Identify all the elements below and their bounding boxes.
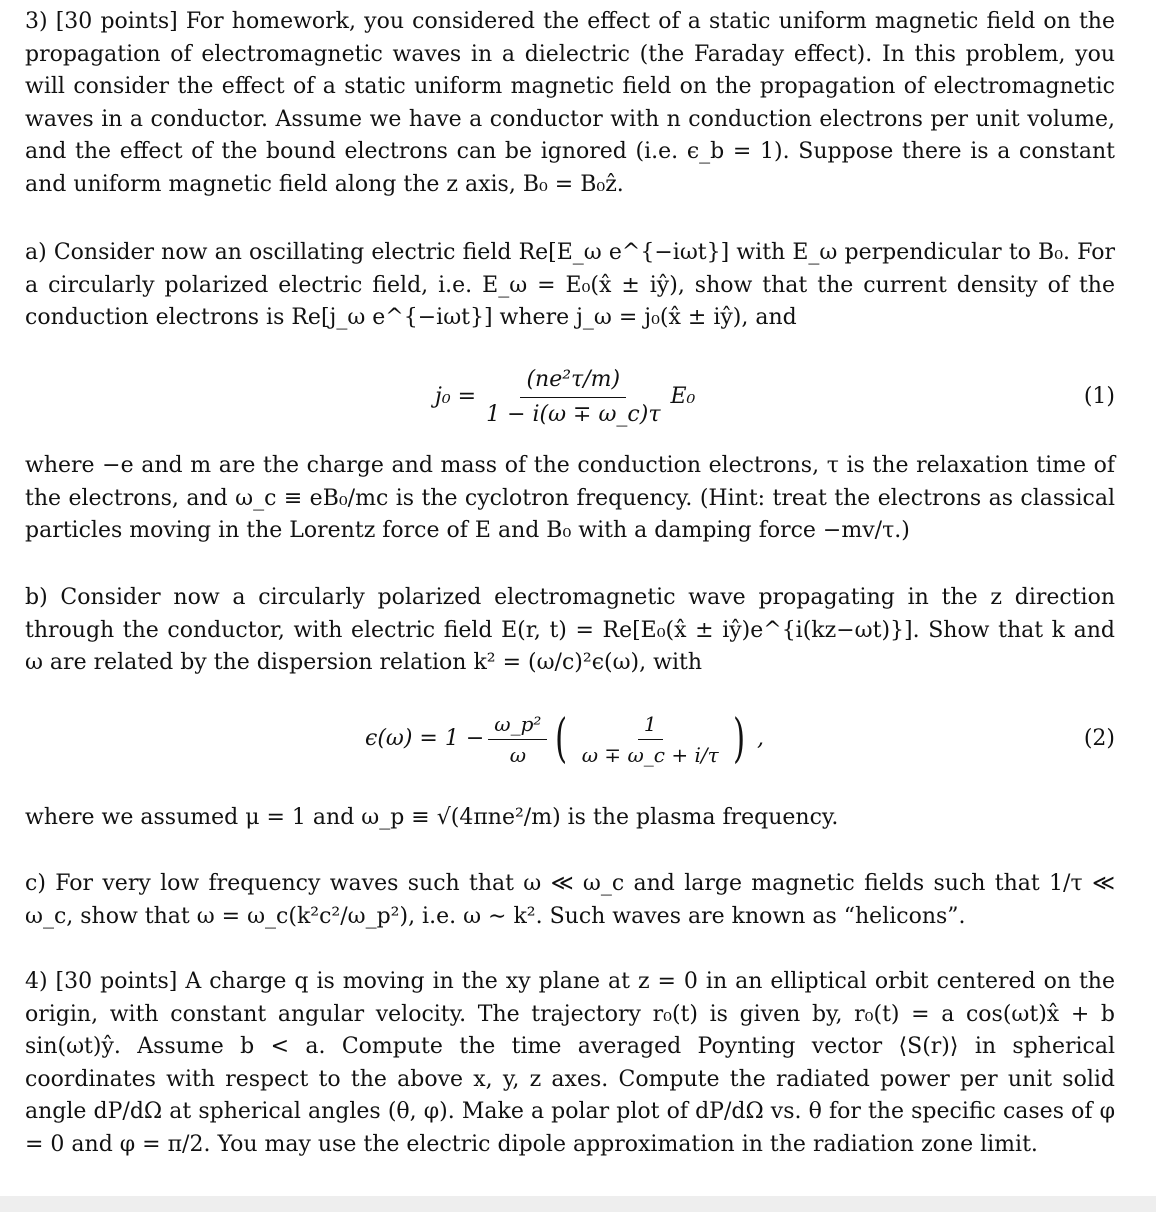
eq1-denominator: 1 − i(ω ∓ ω_c)τ [486, 401, 661, 427]
equation-number-1: (1) [1083, 383, 1115, 409]
problem-3-intro: 3) [30 points] For homework, you considered the effect of a static uniform magnetic field on the propagation of electromagnetic waves in a dielectric (the Faraday effect). In this problem, you will consider the effect of a static uniform magnetic field on the propagation of electromagnetic waves in a conductor. Assume we have a conductor with n conduction electrons per unit volume, and the effect of the bound electrons can be ignored (i.e. ϵ_b = 1). Suppose there is a constant and uniform magnetic field along the z axis, B₀ = B₀ẑ. [25, 9, 1115, 197]
problem-3-part-a-where: where −e and m are the charge and mass of the conduction electrons, τ is the relaxation time of the electrons, and ω_c ≡ eB₀/mc is the cyclotron frequency. (Hint: treat the electrons as classical particles moving in the Lorentz force of E and B₀ with a damping force −mv/τ.) [25, 453, 1115, 543]
eq2-denominator-2: ω ∓ ω_c + i/τ [581, 742, 719, 767]
eq2-denominator-1: ω [509, 742, 526, 767]
eq2-fraction-inner [576, 711, 725, 768]
eq1-fraction [480, 365, 666, 430]
eq2-numerator-2: 1 [638, 711, 663, 740]
problem-3-part-a: a) Consider now an oscillating electric field Re[E_ω e^{−iωt}] with E_ω perpendicular to B₀. For a circularly polarized electric field, i.e. E_ω = E₀(x̂ ± iŷ), show that the current density of the conduction electrons is Re[j_ω e^{−iωt}] where j_ω = j₀(x̂ ± iŷ), and [25, 240, 1115, 330]
eq2-fraction-plasma [488, 711, 547, 768]
eq1-numerator: (ne²τ/m) [520, 365, 626, 398]
eq1-lhs: j₀ = [435, 383, 477, 409]
equation-2 [25, 694, 1115, 784]
eq2-numerator-1: ω_p² [488, 711, 547, 740]
eq1-rhs: E₀ [670, 383, 696, 409]
problem-3-part-b: b) Consider now a circularly polarized electromagnetic wave propagating in the z direction through the conductor, with electric field E(r, t) = Re[E₀(x̂ ± iŷ)e^{i(kz−ωt)}]. Show that k and ω are related by the dispersion relation k² = (ω/c)²ϵ(ω), with [25, 585, 1115, 675]
page-bottom-band [0, 1196, 1156, 1212]
problem-3-part-c: c) For very low frequency waves such that ω ≪ ω_c and large magnetic fields such that 1/τ ≪ ω_c, show that ω = ω_c(k²c²/ω_p²), i.e. ω ∼ k². Such waves are known as “helicons”. [25, 871, 1115, 929]
equation-1 [25, 352, 1115, 442]
equation-number-2: (2) [1083, 725, 1115, 751]
problem-4: 4) [30 points] A charge q is moving in the xy plane at z = 0 in an elliptical orbit centered on the origin, with constant angular velocity. The trajectory r₀(t) is given by, r₀(t) = a cos(ωt)x̂ + b sin(ωt)ŷ. Assume b < a. Compute the time averaged Poynting vector ⟨S(r)⟩ in spherical coordinates with respect to the above x, y, z axes. Compute the radiated power per unit solid angle dP/dΩ at spherical angles (θ, φ). Make a polar plot of dP/dΩ vs. θ for the specific cases of φ = 0 and φ = π/2. You may use the electric dipole approximation in the radiation zone limit. [25, 969, 1115, 1157]
eq2-lhs: ϵ(ω) = 1 − [365, 725, 485, 751]
eq2-right-paren: ) [732, 709, 745, 769]
problem-3-part-b-where: where we assumed μ = 1 and ω_p ≡ √(4πne²/m) is the plasma frequency. [25, 805, 839, 830]
eq2-comma: , [756, 725, 764, 751]
eq2-left-paren: ( [555, 709, 568, 769]
